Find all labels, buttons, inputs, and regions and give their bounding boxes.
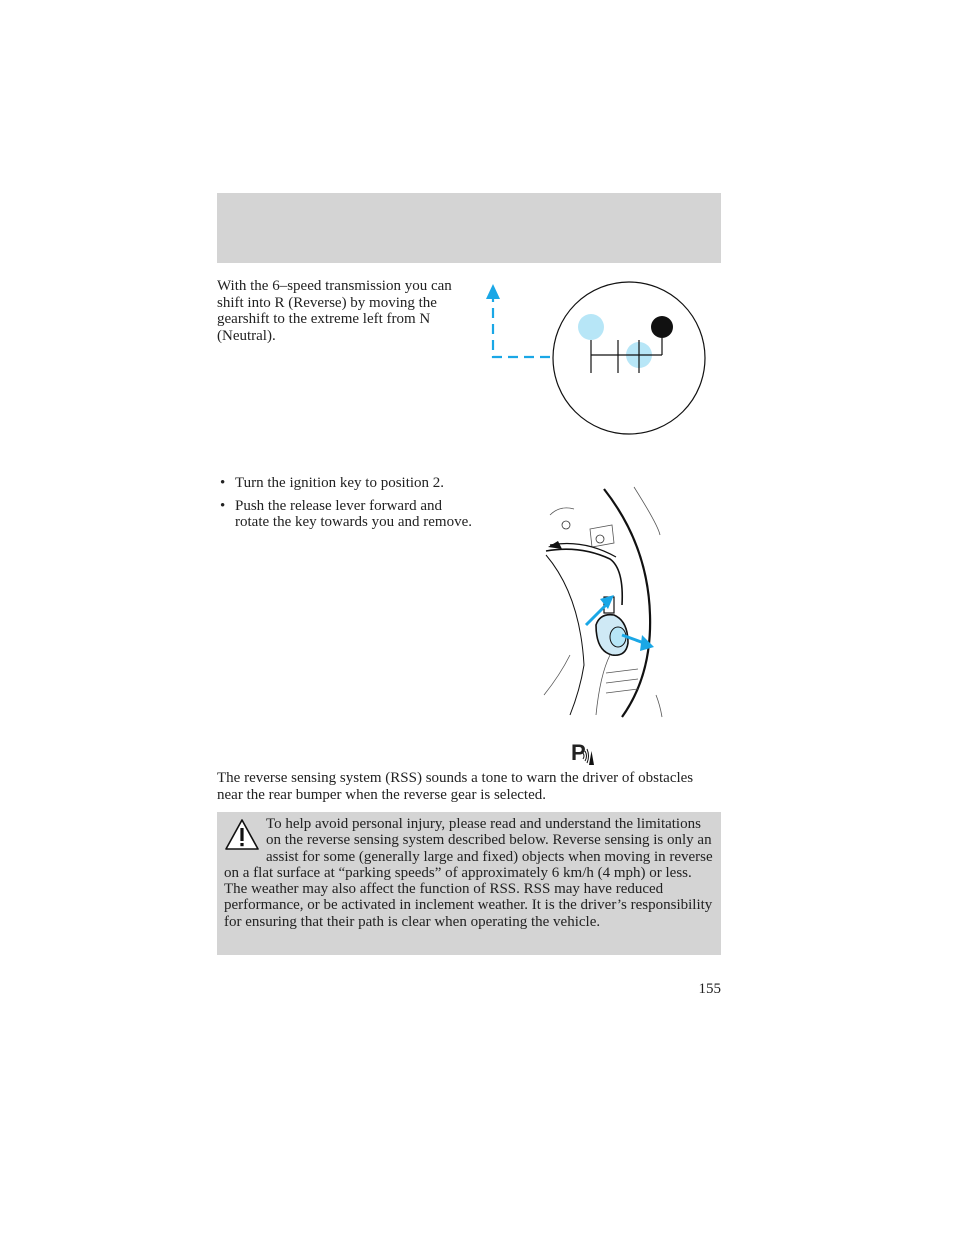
warning-box xyxy=(217,812,721,955)
reverse-path-arrow xyxy=(493,296,550,357)
gearshift-diagram xyxy=(480,278,720,438)
transmission-paragraph: With the 6–speed transmission you can shift into R (Reverse) by moving the gearshift to the extreme left from N (Neutral). xyxy=(217,278,452,344)
reverse-position-dot xyxy=(578,314,604,340)
sixth-gear-dot xyxy=(651,316,673,338)
bullet-text: Push the release lever forward and rotate the key towards you and remove. xyxy=(235,497,473,530)
warning-text: To help avoid personal injury, please read and understand the limitations on the reverse sensing system described below. Reverse sensing is only an assist for some (generally large and fixed) objects when moving in reverse on a flat surface at “parking speeds” of approximately 6 km/h (4 mph) or less. The weather may also affect the function of RSS. RSS may have reduced performance, or be activated in inclement weather. It is the driver’s responsibility for ensuring that their path is clear when operating the vehicle. xyxy=(224,816,713,930)
rss-sound-waves-icon xyxy=(571,740,595,766)
list-item: • Turn the ignition key to position 2. xyxy=(220,475,445,491)
rss-letter: P xyxy=(571,740,586,765)
bullet-text: Turn the ignition key to position 2. xyxy=(235,475,445,491)
rss-paragraph: The reverse sensing system (RSS) sounds a tone to warn the driver of obstacles near the rear bumper when the reverse gear is selected. xyxy=(217,770,694,803)
key-removal-steps xyxy=(217,475,477,537)
warning-triangle-icon xyxy=(224,818,260,852)
section-header-band xyxy=(217,193,721,263)
arrow-head-icon xyxy=(640,635,654,651)
rss-symbol xyxy=(571,740,595,766)
ignition-key-illustration xyxy=(540,485,670,720)
page-number: 155 xyxy=(698,981,721,997)
arrow-head-up-icon xyxy=(486,284,500,299)
list-item: • Push the release lever forward and rotate the key towards you and remove. xyxy=(220,497,473,530)
